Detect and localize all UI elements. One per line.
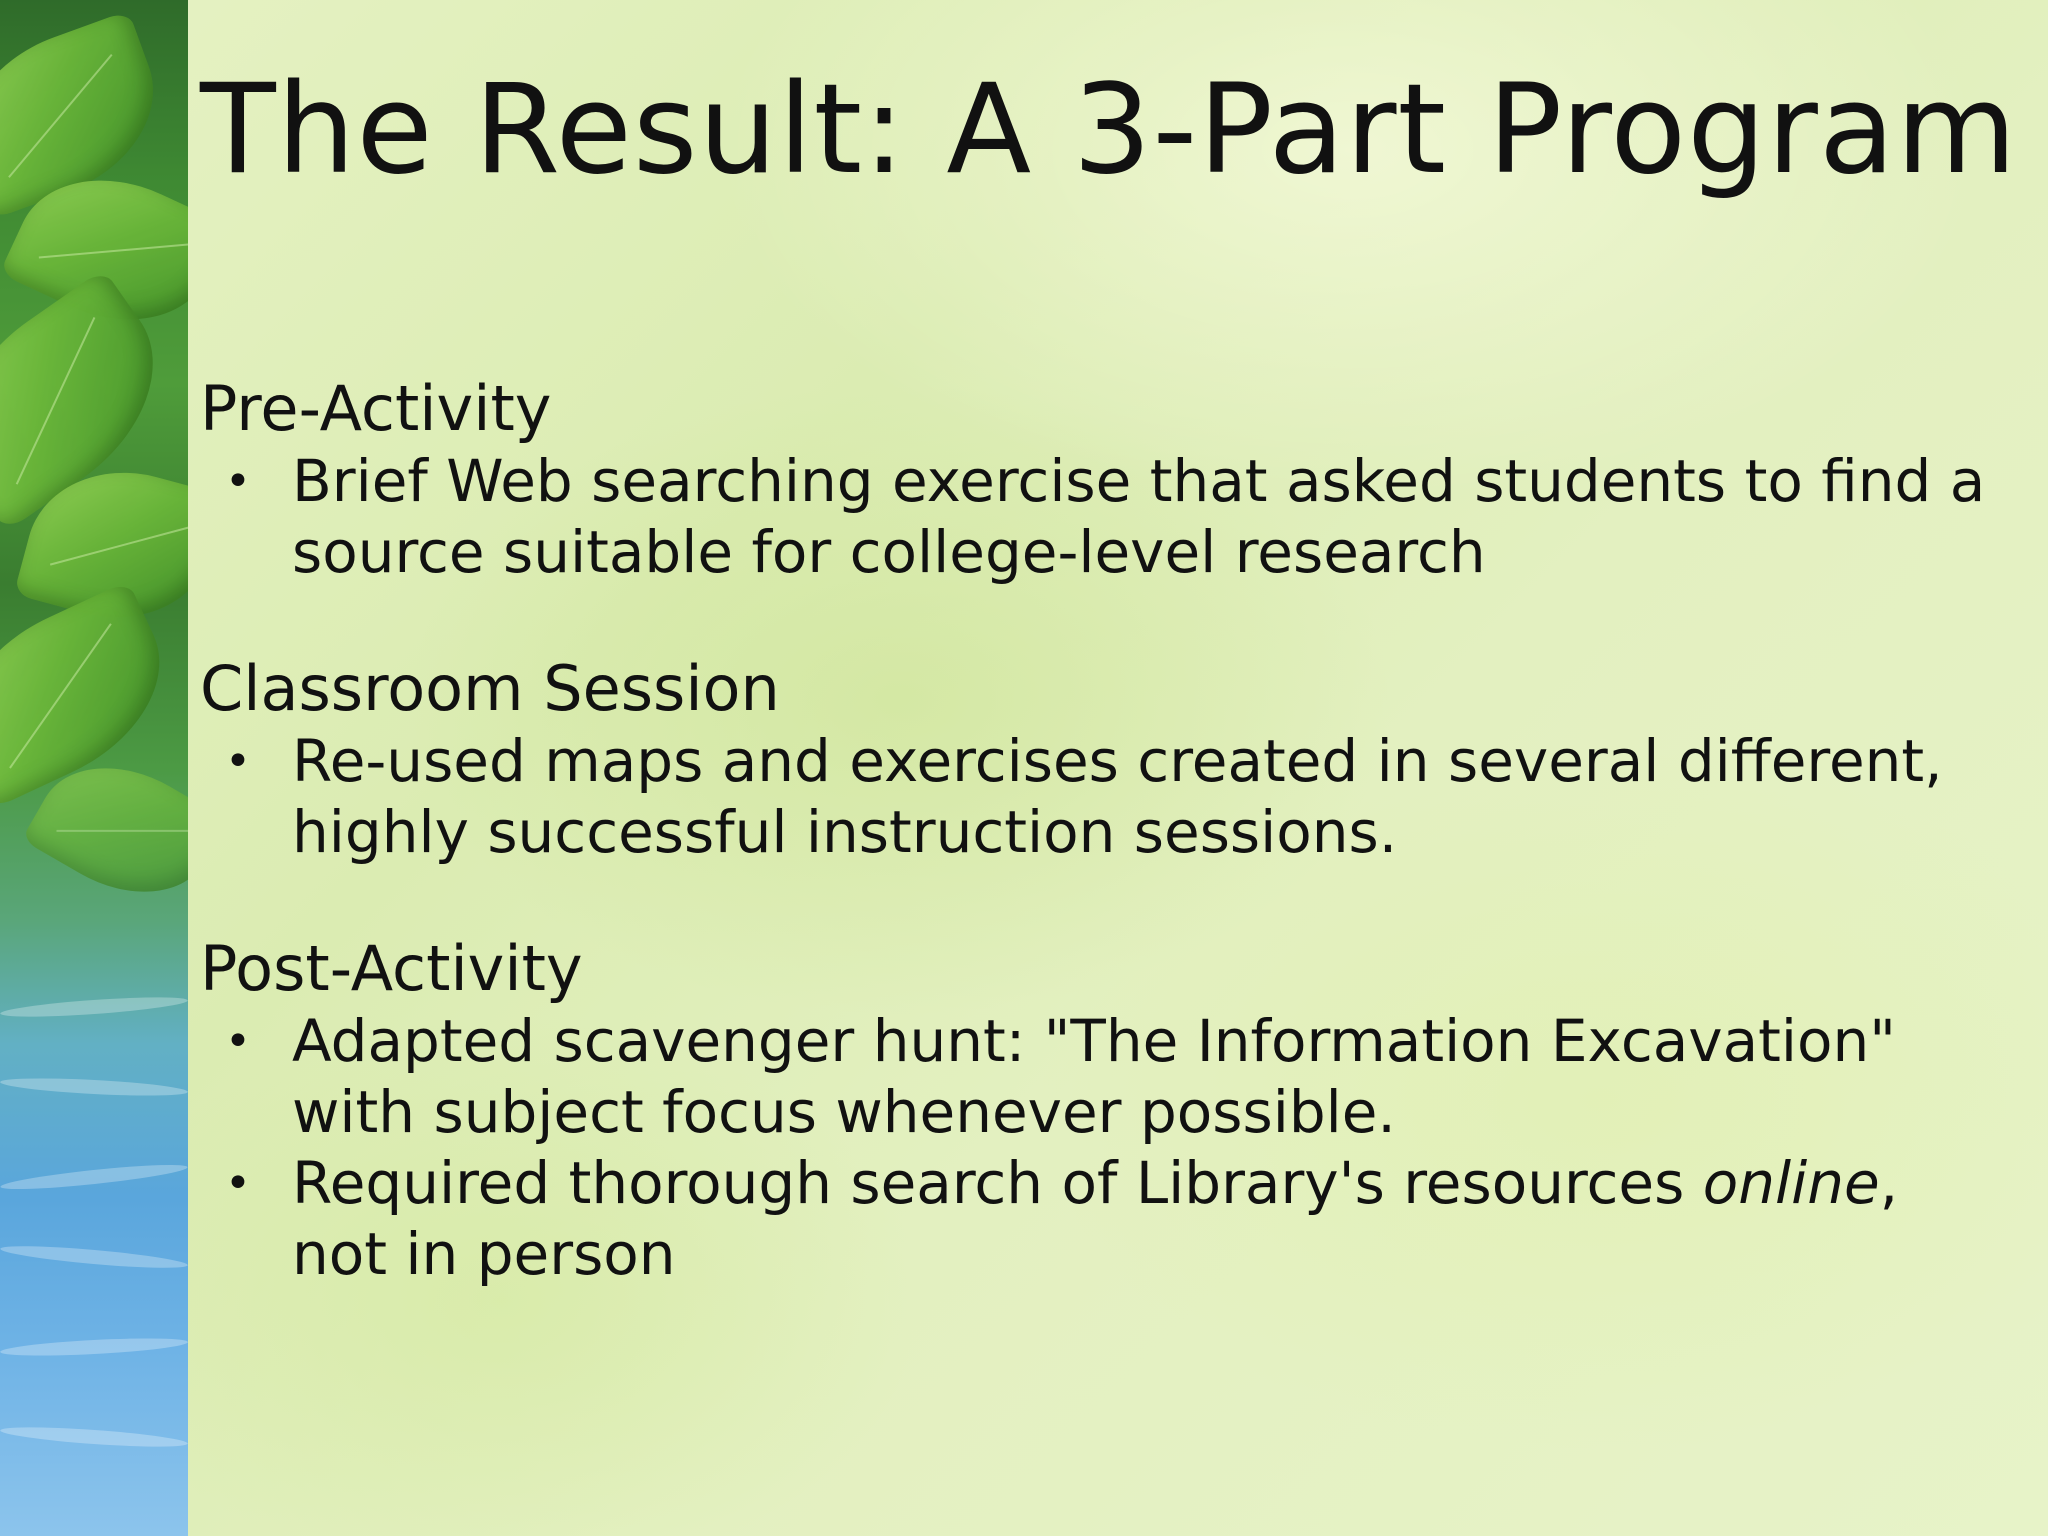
bullet-text-part: Required thorough search of Library's resources [292, 1149, 1703, 1217]
water-ripple [0, 1242, 188, 1272]
section-heading: Pre-Activity [200, 372, 552, 445]
bullet-item [200, 1148, 2010, 1290]
bullet-list [200, 1006, 2010, 1290]
section-pre-activity [200, 372, 2010, 588]
bullet-item [200, 1006, 2010, 1148]
bullet-text-part: , not in person [292, 1149, 1899, 1288]
section-heading: Classroom Session [200, 652, 780, 725]
bullet-icon: • [225, 736, 251, 787]
section-post-activity [200, 932, 2010, 1290]
slide-title: The Result: A 3-Part Program [200, 58, 2018, 202]
bullet-text [292, 1149, 1898, 1288]
bullet-text: Brief Web searching exercise that asked students to find a source suitable for college-level research [292, 447, 1986, 586]
water-ripple [0, 1423, 188, 1450]
water-ripple [0, 1335, 188, 1359]
bullet-item [200, 446, 2010, 588]
bullet-text: Re-used maps and exercises created in several different, highly successful instruction sessions. [292, 727, 1943, 866]
section-classroom-session [200, 652, 2010, 868]
emphasized-text: online [1702, 1149, 1880, 1217]
bullet-icon: • [225, 1158, 251, 1209]
bullet-icon: • [225, 1016, 251, 1067]
bullet-item [200, 726, 2010, 868]
slide-body [200, 372, 2010, 1354]
water-ripple [0, 993, 188, 1020]
bullet-list [200, 726, 2010, 868]
water-ripple [0, 1075, 188, 1099]
bullet-text: Adapted scavenger hunt: "The Information Excavation" with subject focus whenever possible. [292, 1007, 1896, 1146]
water-ripple [0, 1160, 188, 1194]
decorative-side-image [0, 0, 188, 1536]
bullet-icon: • [225, 456, 251, 507]
bullet-list [200, 446, 2010, 588]
section-heading: Post-Activity [200, 932, 583, 1005]
